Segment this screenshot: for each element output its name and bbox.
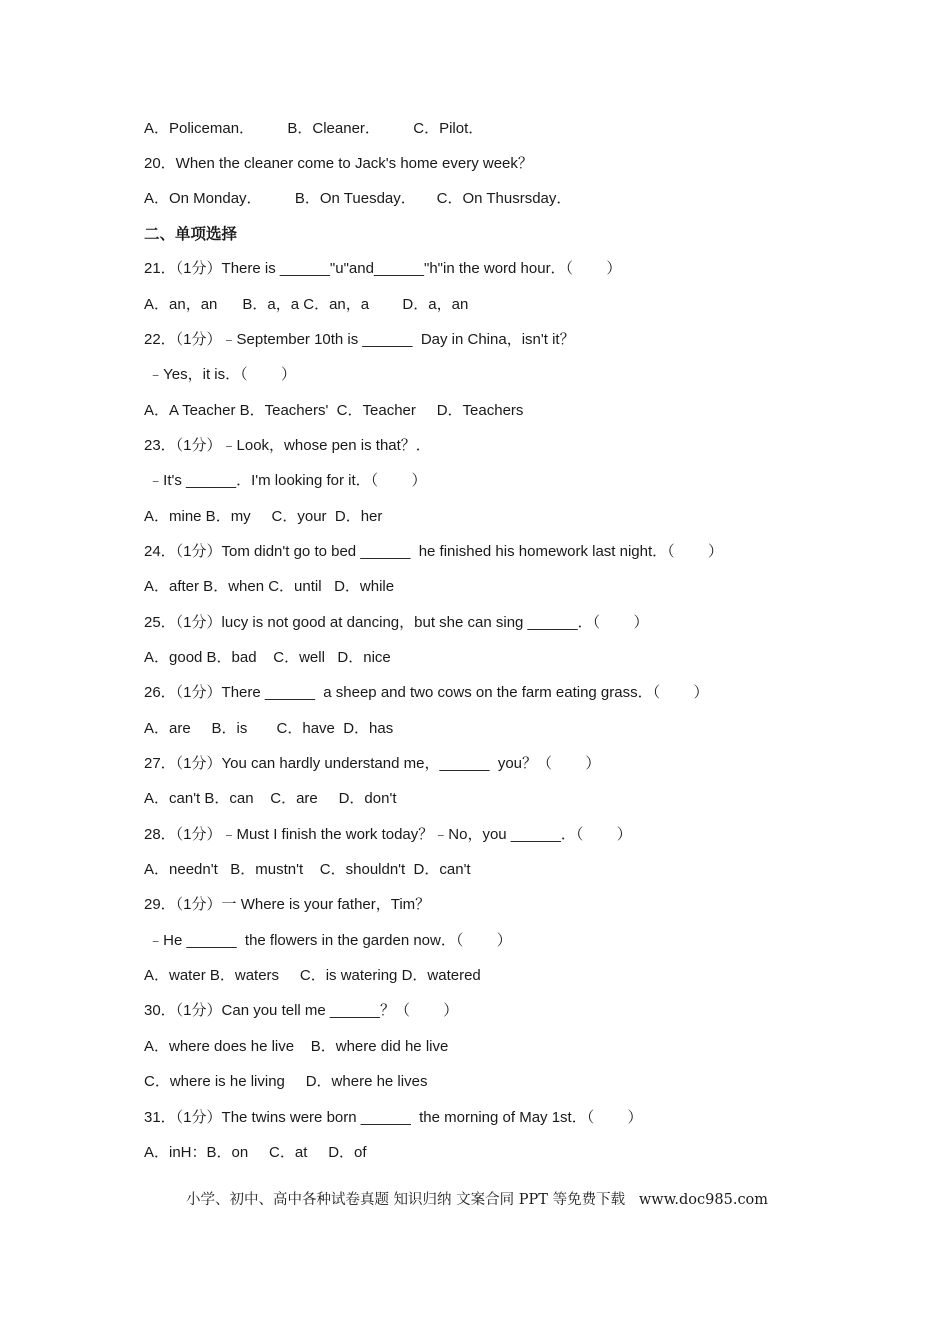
q24-options: A．after B．when C．until D．while bbox=[144, 578, 395, 595]
q20-question: 20．When the cleaner come to Jack's home every week？ bbox=[144, 155, 533, 172]
q29-question: 29．（1分）一 Where is your father，Tim？ bbox=[144, 896, 431, 913]
q31-question: 31．（1分）The twins were born ______ the morning of May 1st．（ ） bbox=[144, 1109, 643, 1126]
q23-response: ﹣It's ______．I'm looking for it．（ ） bbox=[144, 472, 427, 489]
q26-question: 26．（1分）There ______ a sheep and two cows on the farm eating grass．（ ） bbox=[144, 684, 709, 701]
q29-response: ﹣He ______ the flowers in the garden now．（ ） bbox=[144, 932, 512, 949]
q22-question: 22．（1分）﹣September 10th is ______ Day in China，isn't it？ bbox=[144, 331, 575, 348]
q31-options: A．inH：B．on C．at D．of bbox=[144, 1144, 367, 1161]
q19-options: A．Policeman． B．Cleaner． C．Pilot． bbox=[144, 120, 484, 137]
q28-question: 28．（1分）﹣Must I finish the work today？﹣No，you ______．（ ） bbox=[144, 826, 632, 843]
q25-question: 25．（1分）lucy is not good at dancing，but she can sing ______．（ ） bbox=[144, 614, 649, 631]
q22-response: ﹣Yes，it is．（ ） bbox=[144, 366, 296, 383]
q22-options: A．A Teacher B．Teachers' C．Teacher D．Teachers bbox=[144, 402, 524, 419]
q28-options: A．needn't B．mustn't C．shouldn't D．can't bbox=[144, 861, 471, 878]
q27-question: 27．（1分）You can hardly understand me，______ you？（ ） bbox=[144, 755, 601, 772]
q30-options-ab: A．where does he live B．where did he live bbox=[144, 1038, 449, 1055]
q21-question: 21．（1分）There is ______"u"and______"h"in the word hour．（ ） bbox=[144, 260, 622, 277]
q24-question: 24．（1分）Tom didn't go to bed ______ he finished his homework last night．（ ） bbox=[144, 543, 724, 560]
q23-question: 23．（1分）﹣Look，whose pen is that？． bbox=[144, 437, 431, 454]
q30-question: 30．（1分）Can you tell me ______？（ ） bbox=[144, 1002, 459, 1019]
section-heading: 二、单项选择 bbox=[144, 226, 238, 243]
q30-options-cd: C．where is he living D．where he lives bbox=[144, 1073, 428, 1090]
q29-options: A．water B．waters C．is watering D．watered bbox=[144, 967, 481, 984]
q27-options: A．can't B．can C．are D．don't bbox=[144, 790, 397, 807]
q26-options: A．are B．is C．have D．has bbox=[144, 720, 394, 737]
q21-options: A．an，an B．a，a C．an，a D．a，an bbox=[144, 296, 469, 313]
page-footer: 小学、初中、高中各种试卷真题 知识归纳 文案合同 PPT 等免费下载 www.doc985.com bbox=[185, 1192, 769, 1208]
q25-options: A．good B．bad C．well D．nice bbox=[144, 649, 391, 666]
q23-options: A．mine B．my C．your D．her bbox=[144, 508, 383, 525]
q20-options: A．On Monday． B．On Tuesday． C．On Thusrsday． bbox=[144, 190, 572, 207]
